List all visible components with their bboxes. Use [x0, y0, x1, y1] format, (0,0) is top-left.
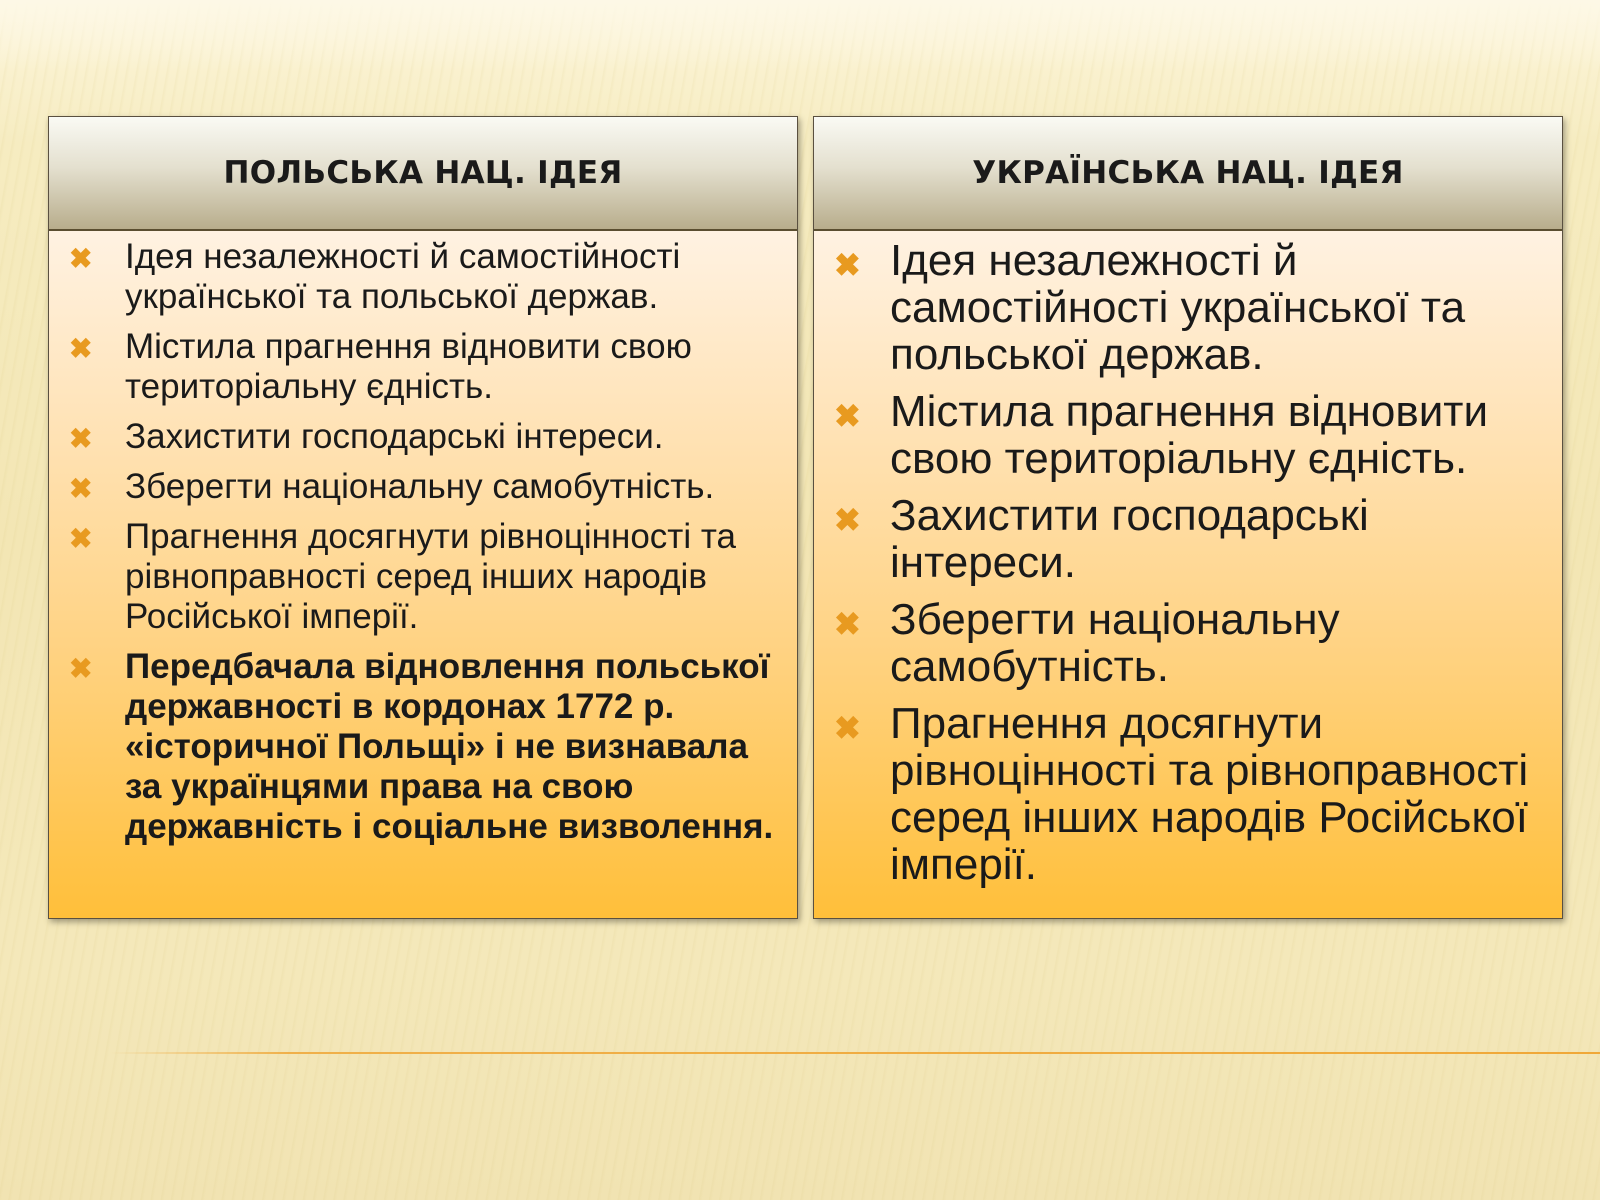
list-item: ✖ Зберегти національну самобутність.	[69, 467, 777, 507]
list-item: ✖ Ідея незалежності й самостійності української та польської держав.	[69, 237, 681, 316]
x-mark-icon: ✖	[69, 243, 93, 274]
x-mark-icon: ✖	[834, 398, 861, 434]
ukrainian-idea-body	[814, 231, 1562, 918]
list-item: ✖ Ідея незалежності й самостійності української та польської держав.	[834, 236, 1466, 379]
polish-idea-column	[48, 116, 798, 919]
polish-idea-list	[49, 231, 797, 847]
x-mark-icon: ✖	[834, 502, 861, 538]
ukrainian-idea-header	[814, 117, 1562, 231]
list-item-emphasized: ✖ Передбачала відновлення польської державності в кордонах 1772 р. «історичної Польщі» і не визнавала за українцями права на свою державність і соціальне визволення.	[69, 647, 774, 846]
x-mark-icon: ✖	[69, 423, 93, 454]
list-item: ✖ Прагнення досягнути рівноцінності та рівноправності серед інших народів Російської імперії.	[69, 517, 736, 636]
ukrainian-idea-list	[814, 231, 1562, 888]
list-item: ✖ Містила прагнення відновити свою територіальну єдність.	[834, 387, 1489, 483]
list-item: ✖ Містила прагнення відновити свою територіальну єдність.	[69, 327, 692, 406]
x-mark-icon: ✖	[69, 523, 93, 554]
polish-idea-header-text: ПОЛЬСЬКА НАЦ. ІДЕЯ	[223, 155, 623, 191]
x-mark-icon: ✖	[69, 333, 93, 364]
polish-idea-body	[49, 231, 797, 918]
list-item: ✖ Прагнення досягнути рівноцінності та рівноправності серед інших народів Російської імперії.	[834, 699, 1529, 889]
list-item: ✖ Захистити господарські інтереси.	[834, 491, 1369, 587]
ukrainian-idea-column	[813, 116, 1563, 919]
polish-idea-header	[49, 117, 797, 231]
list-item: ✖ Захистити господарські інтереси.	[69, 417, 777, 457]
footer-divider	[110, 1052, 1600, 1054]
x-mark-icon: ✖	[834, 606, 861, 642]
x-mark-icon: ✖	[69, 653, 93, 684]
slide-background	[0, 0, 1600, 70]
x-mark-icon: ✖	[834, 710, 861, 746]
x-mark-icon: ✖	[69, 473, 93, 504]
list-item: ✖ Зберегти національну самобутність.	[834, 595, 1340, 691]
x-mark-icon: ✖	[834, 247, 861, 283]
comparison-table	[48, 116, 1565, 919]
ukrainian-idea-header-text: УКРАЇНСЬКА НАЦ. ІДЕЯ	[972, 155, 1404, 191]
